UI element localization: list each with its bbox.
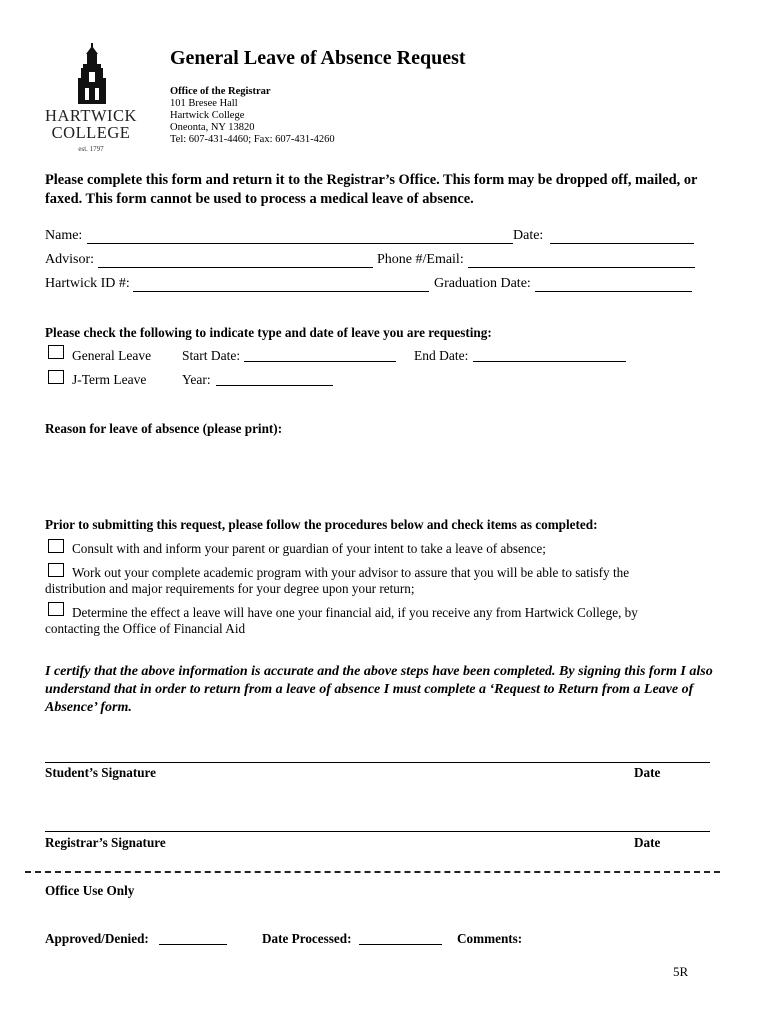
intro-instructions: Please complete this form and return it to the Registrar’s Office. This form may be dropped off, mailed, or faxed. This form cannot be used to process a medical leave of absence.	[45, 172, 698, 207]
year-label: Year:	[182, 372, 211, 387]
certification-statement: I certify that the above information is accurate and the above steps have been completed. By signing this form I also understand that in order to return from a leave of absence I must complete a ‘Request to Return from a Leave of Absence’ form.	[45, 664, 713, 715]
address-line-1: 101 Bresee Hall	[170, 98, 238, 109]
procedure-2-text-line2: distribution and major requirements for your degree upon your return;	[45, 581, 415, 596]
form-code: 5R	[673, 964, 689, 979]
office-name: Office of the Registrar	[170, 86, 271, 97]
address-line-3: Oneonta, NY 13820	[170, 122, 255, 133]
student-signature-label: Student’s Signature	[45, 765, 157, 780]
phone-email-field[interactable]	[468, 267, 695, 268]
end-date-field[interactable]	[473, 361, 626, 362]
procedure-3-text-line1: Determine the effect a leave will have one your financial aid, if you receive any from Hartwick College, by	[72, 605, 638, 620]
procedure-3-checkbox[interactable]	[48, 602, 64, 616]
procedure-3-text-line2: contacting the Office of Financial Aid	[45, 621, 246, 636]
approved-denied-field[interactable]	[159, 944, 227, 945]
procedure-1-checkbox[interactable]	[48, 539, 64, 553]
date-processed-label: Date Processed:	[262, 931, 352, 946]
procedure-2-checkbox[interactable]	[48, 563, 64, 577]
hartwick-id-label: Hartwick ID #:	[45, 276, 130, 291]
year-field[interactable]	[216, 385, 333, 386]
procedure-2-text-line1: Work out your complete academic program with your advisor to assure that you will be able to satisfy the	[72, 565, 630, 580]
start-date-label: Start Date:	[182, 348, 241, 363]
tower-icon	[36, 42, 146, 108]
graduation-date-label: Graduation Date:	[434, 276, 531, 291]
logo-name-line1: HARTWICK	[45, 106, 137, 125]
address-line-2: Hartwick College	[170, 110, 245, 121]
comments-label: Comments:	[457, 931, 523, 946]
jterm-leave-checkbox[interactable]	[48, 370, 64, 384]
reason-field[interactable]	[45, 440, 725, 508]
registrar-date-label: Date	[634, 835, 661, 850]
office-use-divider	[25, 871, 720, 873]
college-logo	[36, 42, 146, 160]
end-date-label: End Date:	[414, 348, 469, 363]
date-label: Date:	[513, 228, 544, 243]
approved-denied-label: Approved/Denied:	[45, 931, 149, 946]
advisor-field[interactable]	[98, 267, 373, 268]
date-field[interactable]	[550, 243, 694, 244]
general-leave-checkbox[interactable]	[48, 345, 64, 359]
advisor-label: Advisor:	[45, 252, 94, 267]
name-label: Name:	[45, 228, 83, 243]
procedures-heading: Prior to submitting this request, please follow the procedures below and check items as completed:	[45, 517, 598, 532]
form-title: General Leave of Absence Request	[170, 47, 466, 69]
name-field[interactable]	[87, 243, 513, 244]
registrar-signature-label: Registrar’s Signature	[45, 835, 166, 850]
hartwick-id-field[interactable]	[133, 291, 429, 292]
student-date-label: Date	[634, 765, 661, 780]
registrar-signature-line[interactable]	[45, 831, 710, 832]
reason-heading: Reason for leave of absence (please print):	[45, 421, 283, 436]
jterm-leave-label: J-Term Leave	[72, 372, 147, 387]
office-use-heading: Office Use Only	[45, 883, 135, 898]
procedure-1-text: Consult with and inform your parent or guardian of your intent to take a leave of absence;	[72, 541, 546, 556]
logo-name-line2: COLLEGE	[51, 123, 131, 142]
phone-email-label: Phone #/Email:	[377, 252, 464, 267]
logo-established: est. 1797	[78, 145, 104, 153]
leave-type-heading: Please check the following to indicate type and date of leave you are requesting:	[45, 325, 492, 340]
general-leave-label: General Leave	[72, 348, 152, 363]
student-signature-line[interactable]	[45, 762, 710, 763]
contact-line: Tel: 607-431-4460; Fax: 607-431-4260	[170, 134, 335, 145]
date-processed-field[interactable]	[359, 944, 442, 945]
graduation-date-field[interactable]	[535, 291, 692, 292]
start-date-field[interactable]	[244, 361, 396, 362]
